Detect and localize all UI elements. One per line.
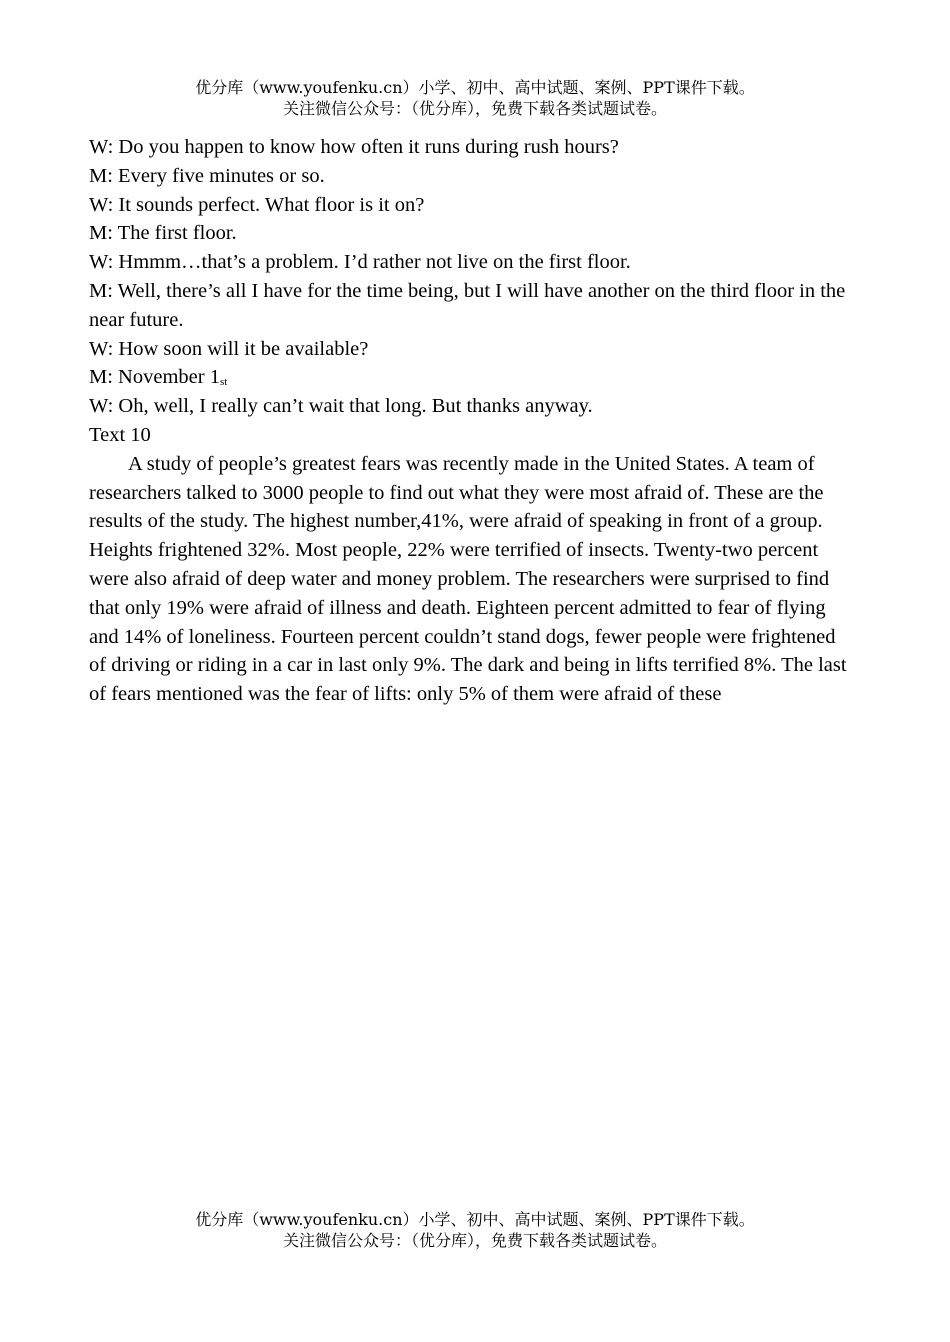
footer-line-2: 关注微信公众号：（优分库），免费下载各类试题试卷。	[282, 1231, 667, 1250]
header-line-2: 关注微信公众号：（优分库），免费下载各类试题试卷。	[282, 99, 667, 118]
ordinal-suffix: st	[219, 376, 228, 389]
november-text: M: November 1	[89, 366, 220, 389]
dialogue-line: W: Do you happen to know how often it runs during rush hours?	[89, 136, 619, 158]
passage-paragraph: A study of people’s greatest fears was recently made in the United States. A team of researchers talked to 3000 people to find out what they were most afraid of. These are the results of the study. The highest number,41%, were afraid of speaking in front of a group. Heights frightened 32%. Most people, 22% were terrified of insects. Twenty-two percent were also afraid of deep water and money problem. The researchers were surprised to find that only 19% were afraid of illness and death. Eighteen percent admitted to fear of flying and 14% of loneliness. Fourteen percent couldn’t stand dogs, fewer people were frightened of driving or riding in a car in last only 9%. The dark and being in lifts terrified 8%. The last of fears mentioned was the fear of lifts: only 5% of them were afraid of these	[89, 452, 847, 706]
dialogue-line: M: Every five minutes or so.	[89, 164, 325, 187]
dialogue-line: M: The first floor.	[89, 222, 237, 245]
dialogue-line: W: It sounds perfect. What floor is it on?	[89, 193, 425, 216]
footer-line-1: 优分库（www.youfenku.cn）小学、初中、高中试题、案例、PPT课件下载。	[195, 1210, 755, 1229]
header-line-1: 优分库（www.youfenku.cn）小学、初中、高中试题、案例、PPT课件下载。	[195, 78, 755, 97]
dialogue-line: M: Well, there’s all I have for the time being, but I will have another on the third floor in the near future.	[89, 279, 846, 331]
page-header	[0, 77, 950, 119]
section-title: Text 10	[89, 423, 151, 446]
dialogue-line: W: How soon will it be available?	[89, 337, 369, 360]
dialogue-line-november	[89, 363, 854, 392]
document-body	[89, 133, 854, 709]
page-footer	[0, 1209, 950, 1251]
dialogue-line: W: Oh, well, I really can’t wait that long. But thanks anyway.	[89, 395, 593, 418]
dialogue-line: W: Hmmm…that’s a problem. I’d rather not live on the first floor.	[89, 251, 631, 274]
